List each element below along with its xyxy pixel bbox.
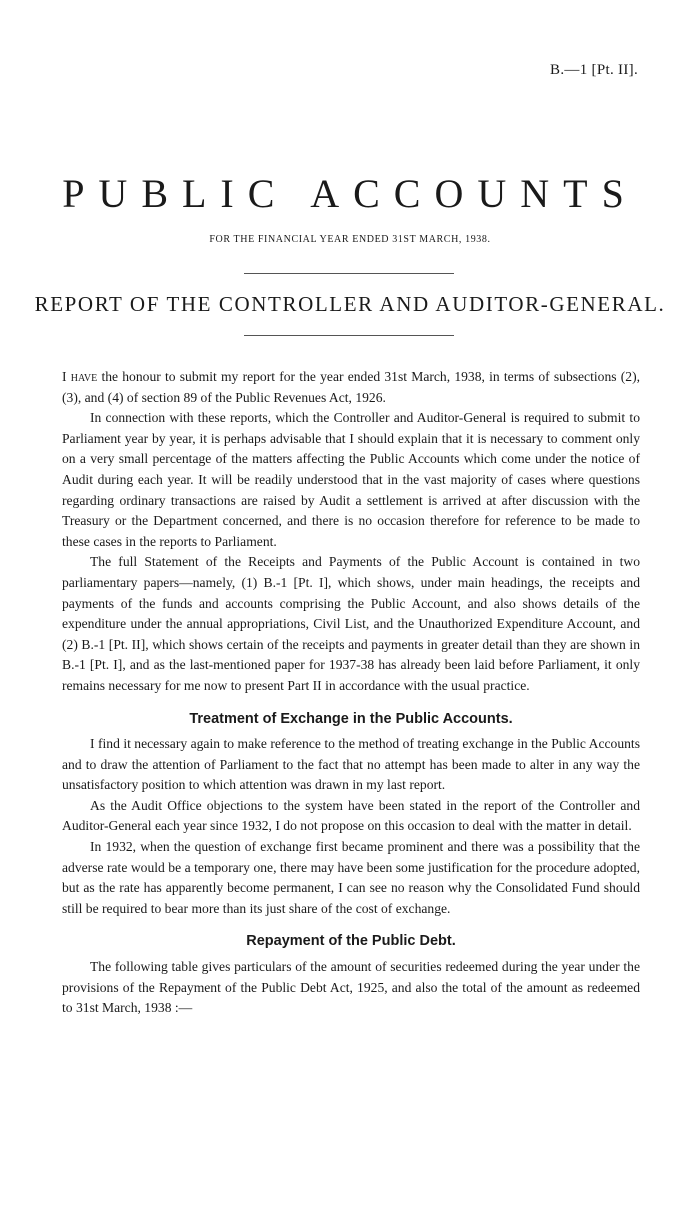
- paragraph-exchange-3: In 1932, when the question of exchange first became prominent and there was a possibility that the adverse rate would be a temporary one, there may have been some justification for the procedure adopted, but as the rate has apparently become permanent, I can see no reason why the Consolidated Fund should still be required to bear more than its just share of the cost of exchange.: [62, 839, 640, 916]
- paragraph-exchange-2: As the Audit Office objections to the system have been stated in the report of the Controller and Auditor-General each year since 1932, I do not propose on this occasion to deal with the matter in detail.: [62, 797, 640, 834]
- intro-paragraph: [62, 367, 640, 408]
- heading-public-debt: Repayment of the Public Debt.: [246, 933, 456, 950]
- report-body: [62, 367, 640, 1019]
- document-subtitle: FOR THE FINANCIAL YEAR ENDED 31ST MARCH, 1938.: [209, 234, 491, 245]
- report-title: REPORT OF THE CONTROLLER AND AUDITOR-GENERAL.: [34, 292, 666, 316]
- paragraph-public-debt: The following table gives particulars of the amount of securities redeemed during the year under the provisions of the Repayment of the Public Debt Act, 1925, and also the total of the amount as redeemed to 31st March, 1938 :—: [62, 959, 640, 1016]
- paragraph-exchange-1: I find it necessary again to make reference to the method of treating exchange in the Public Accounts and to draw the attention of Parliament to the fact that no attempt has been made to alter in any way the unsatisfactory position to which attention was drawn in my last report.: [62, 736, 640, 793]
- paragraph-reports: In connection with these reports, which the Controller and Auditor-General is required to submit to Parliament year by year, it is perhaps advisable that I should explain that it is necessary to comment only on a very small percentage of the matters affecting the Public Accounts which come under the notice of Audit during each year. It will be readily understood that in the vast majority of cases where questions regarding ordinary transactions are raised by Audit a settlement is arrived at after discussion with the Treasury or the Department concerned, and there is no occasion therefore for reference to be made to these cases in the reports to Parliament.: [62, 410, 640, 549]
- page-reference: B.—1 [Pt. II].: [550, 62, 638, 78]
- intro-lead: I have: [62, 369, 98, 384]
- heading-exchange: Treatment of Exchange in the Public Accounts.: [189, 710, 513, 727]
- divider-bottom: [244, 335, 454, 336]
- intro-text: the honour to submit my report for the year ended 31st March, 1938, in terms of subsections (2), (3), and (4) of section 89 of the Public Revenues Act, 1926.: [62, 369, 640, 405]
- paragraph-statement: The full Statement of the Receipts and Payments of the Public Account is contained in two parliamentary papers—namely, (1) B.-1 [Pt. I], which shows, under main headings, the receipts and payments of the funds and accounts comprising the Public Account, and also shows details of the expenditure under the annual appropriations, Civil List, and the Unauthorized Expenditure Account, and (2) B.-1 [Pt. II], which shows certain of the receipts and payments in greater detail than they are shown in B.-1 [Pt. I], and as the last-mentioned paper for 1937-38 has already been laid before Parliament, it only remains necessary for me now to present Part II in accordance with the usual practice.: [62, 554, 640, 693]
- divider-top: [244, 273, 454, 274]
- document-title: PUBLIC ACCOUNTS: [62, 171, 638, 216]
